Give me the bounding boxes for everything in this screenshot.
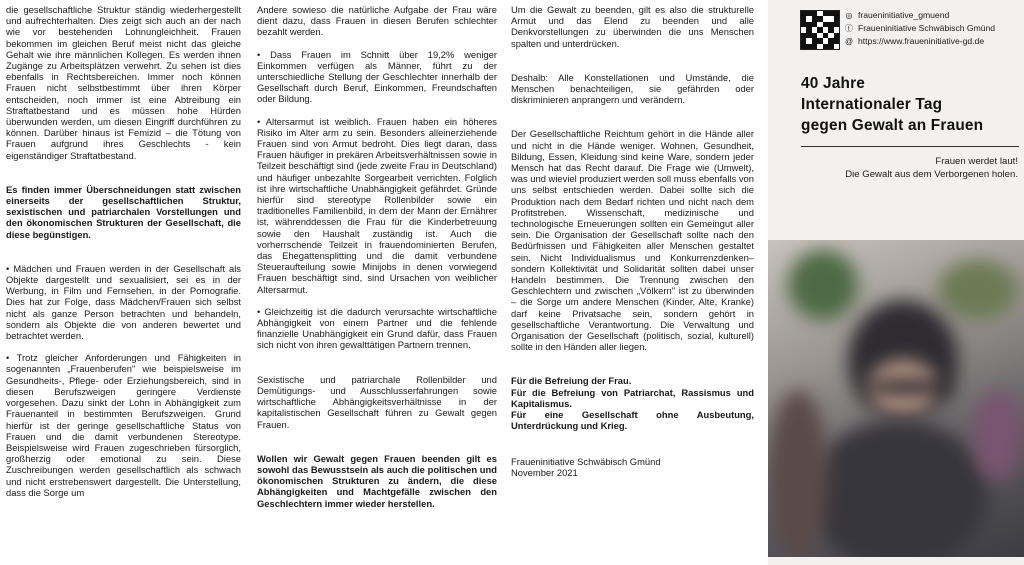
closing-slogan: Für die Befreiung der Frau.: [511, 375, 632, 387]
text-column-2: [257, 4, 497, 520]
facebook-name: Fraueninitiative Schwäbisch Gmünd: [858, 23, 996, 33]
paragraph: Der Gesellschaftliche Reichtum gehört in die Hände aller und nicht in die Hände weniger. Wohnen, Gesundheit, Bildung, Essen, Kleidung sind keine Ware, sondern jeder Mensch hat das Recht darauf. Die Frage wie (Umwelt), was und wieviel produziert werden soll muss ebenfalls von uns selbst entschieden werden. Dabei sollte sich die Produktion nach dem Bedarf richten und nicht nach dem Profitstreben. Wissenschaft, medizinische und technologische Erneuerungen sollten ein Gemeingut aller sein. Die Organisation der Gesellschaft sollte nach den Bedürfnissen und Fähigkeiten aller Menschen gestaltet sein. Nicht Individualismus und Konkurrenzdenken– sondern Kollektivität und Solidarität sollten dabei unser Handeln bestimmen. Die Trennung zwischen den Geschlechtern und zwischen „Völkern" ist zu überwinden – die Sorge um andere Menschen (Kinder, Alte, Kranke) darf keine Privatsache sein, sondern gehört in gesellschaftliche Verantwortung. Die Verwaltung und Organisation der Gesellschaft (politisch, sozial, kulturell) sollte in den Händen aller liegen.: [511, 128, 754, 353]
title-line: Internationaler Tag: [801, 96, 943, 113]
paragraph: Sexistische und patriarchale Rollenbilder und Demütigungs- und Ausschlusserfahrungen sowie wirtschaftliche Abhängigkeitsverhältnisse in der kapitalistischen Gesellschaft führen zu Gewalt gegen Frauen.: [257, 373, 497, 430]
sidebar: [768, 0, 1024, 565]
paragraph: • Gleichzeitig ist die dadurch verursachte wirtschaftliche Abhängigkeit von einem Partner und die fehlende finanzielle Unabhängigkeit ein Grund dafür, dass Frauen sich nicht von ihren gewalttätigen Partnern trennen.: [257, 305, 497, 351]
instagram-handle: fraueninitiative_gmuend: [858, 10, 950, 20]
protest-photo: [768, 240, 1024, 557]
title-line: 40 Jahre: [801, 75, 866, 92]
website-row[interactable]: [844, 36, 984, 47]
paragraph: die gesellschaftliche Struktur ständig wiederhergestellt und aufrechterhalten. Dies zeigt sich auch an der nach wie vor bestehenden Lohnungleichheit. Frauen bekommen im gleichen Beruf meist nicht das gleiche Gehalt wie ihre männlichen Kollegen. Es werden ihnen Zugänge zu Arbeitsplätzen verwehrt. Zu sehen ist dies ebenfalls in Rechtsbereichen. Immer noch können Frauen nicht selbstbestimmt über ihren Körper entscheiden, noch immer ist eine Abtreibung ein Straftatbestand und es müssen hohe Hürden überwunden werden, um diesen Eingriff durchführen zu können. Darüber hinaus ist Femizid – die Tötung von Frauen aufgrund ihres Geschlechts - kein eigenständiger Straftatbestand.: [6, 4, 241, 161]
paragraph: Deshalb: Alle Konstellationen und Umstände, die Menschen benachteiligen, sie gefährden oder diskriminieren anprangern und verändern.: [511, 71, 754, 106]
title-line: gegen Gewalt an Frauen: [801, 117, 984, 134]
instagram-row[interactable]: [844, 10, 949, 21]
text-column-1: [6, 4, 241, 509]
paragraph: • Altersarmut ist weiblich. Frauen haben ein höheres Risiko im Alter arm zu sein. Besonders alleinerziehende Frauen sind von Armut bedroht. Dies liegt daran, dass Frauen häufiger in prekären Arbeitsverhältnissen sowie in Teilzeit beschäftigt sind (jede zweite Frau in Deutschland) und häufiger unbezahlte Sorgearbeit verrichten. Folglich ist ihre wirtschaftliche Unabhängigkeit gefährdet. Gründe hierfür sind stereotype Rollenbilder sowie ein traditionelles Familienbild, in dem der Mann der Ernährer ist, währenddessen die Frau für die Kinderbetreuung sowie den Haushalt zuständig ist. Auch die vorherrschende Teilzeit in frauendominierten Berufen, das Ehegattensplitting und die damit verbundene Steueraufteilung sowie Minijobs in denen vorwiegend Frauen beschäftigt sind, sind Ursachen von weiblicher Altersarmut.: [257, 115, 497, 295]
facebook-row[interactable]: [844, 23, 995, 34]
divider: [801, 146, 1019, 147]
bold-paragraph: Es finden immer Überschneidungen statt zwischen einerseits der gesellschaftlichen Struktur, sexistischen und patriarchalen Vorstellungen und den ökonomischen Strukturen der Gesellschaft, die diese begünstigen.: [6, 183, 241, 240]
sidebar-slogan: [778, 155, 1018, 181]
qr-code-icon[interactable]: [800, 10, 840, 50]
website-link: https://www.fraueninitiative-gd.de: [858, 36, 985, 46]
slogan-line: Die Gewalt aus dem Verborgenen holen.: [845, 169, 1018, 180]
page-title: [801, 73, 1016, 136]
closing-slogan: Für die Befreiung von Patriarchat, Rassismus und Kapitalismus.: [511, 386, 754, 409]
instagram-icon: ◎: [845, 11, 853, 20]
slogan-line: Frauen werdet laut!: [935, 156, 1018, 167]
at-icon: @: [844, 37, 854, 46]
text-column-3: [511, 4, 754, 478]
paragraph: • Dass Frauen im Schnitt über 19,2% weniger Einkommen verfügen als Männer, führt zu der unterschiedliche Stellung der Geschlechter innerhalb der Gesellschaft durch Beruf, Einkommen, Freundschaften oder Bildung.: [257, 48, 497, 105]
paragraph: • Mädchen und Frauen werden in der Gesellschaft als Objekte dargestellt und sexualisiert, sei es in der Werbung, in Film und Fernsehen, in der Pornografie. Dies hat zur Folge, dass Mädchen/Frauen sich selbst nicht als ganze Person betrachten und behandeln, sondern als Objekte die von anderen bewertet und betrachtet werden.: [6, 262, 241, 342]
bold-paragraph: Wollen wir Gewalt gegen Frauen beenden gilt es sowohl das Bewusstsein als auch die politischen und ökonomischen Strukturen zu ändern, die diese Abhängigkeiten und Machtgefälle zwischen den Geschlechtern immer wieder herstellen.: [257, 452, 497, 509]
closing-slogan: Für eine Gesellschaft ohne Ausbeutung, Unterdrückung und Krieg.: [511, 409, 754, 432]
paragraph: Um die Gewalt zu beenden, gilt es also die strukturelle Armut und das Elend zu beenden und alle Denkvorstellungen zu überwinden die uns Menschen spalten und unterdrücken.: [511, 4, 754, 49]
paragraph: Andere sowieso die natürliche Aufgabe der Frau wäre dient dazu, dass Frauen in diesen Berufen schlechter bezahlt werden.: [257, 4, 497, 38]
signature-org: Fraueninitiative Schwäbisch Gmünd: [511, 455, 661, 467]
facebook-icon: ⓕ: [845, 24, 853, 33]
paragraph: • Trotz gleicher Anforderungen und Fähigkeiten in sogenannten „Frauenberufen" wie beispielsweise im Gesundheits-, Pflege- oder Erziehungsbereich, sind in diesen Berufszweigen geringere Verdienste vorgesehen. Dazu sinkt der Lohn in Abhängigkeit zum Frauenanteil in bestimmten Berufszweigen. Grund hierfür ist der geringe gesellschaftliche Status von Frauen und die damit verbundenen Stereotype. Beispielsweise wird Frauen zugeschrieben fürsorglich, großherzig oder emotional zu sein. Diese Zuschreibungen werden gesellschaftlich als schwach und nicht erstrebenswert dargestellt. Die Unterstellung, dass die Sorge um: [6, 352, 241, 498]
signature-date: November 2021: [511, 466, 578, 478]
